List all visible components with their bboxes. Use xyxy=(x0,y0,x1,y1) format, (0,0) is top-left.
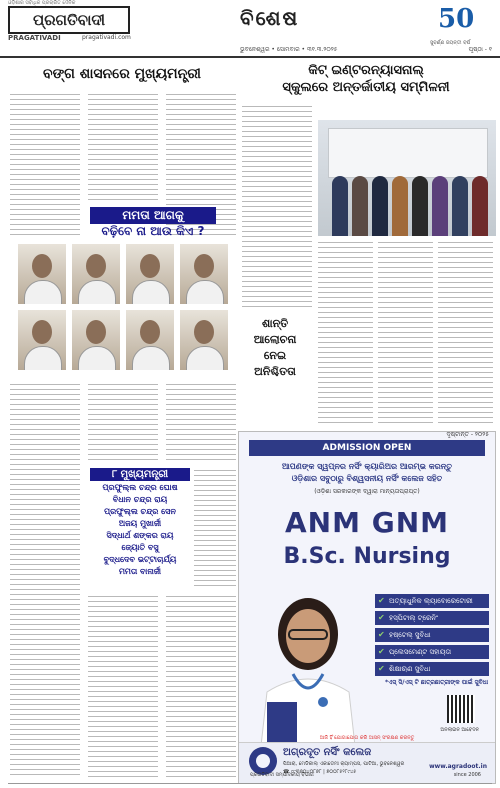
logo-subtitle: PRAGATIVADI xyxy=(8,34,61,42)
pullquote-line: ବଢ଼ିବେ ନା ଆଉ କିଏ ? xyxy=(101,224,205,238)
article-text-column xyxy=(378,240,433,426)
portrait-photo xyxy=(180,310,228,370)
person-figure xyxy=(332,176,348,236)
article-text-column xyxy=(166,594,236,778)
portrait-photo xyxy=(18,244,66,304)
list-item: ସିଦ୍ଧାର୍ଥ ଶଙ୍କର ରାୟ xyxy=(106,531,174,540)
ad-tagline: ଆପଣଙ୍କ ସ୍ୱପ୍ନର ନର୍ସିଂ କ୍ୟାରିଅର ଆରମ୍ଭ କରନ୍ତୁ xyxy=(282,462,452,471)
list-title: ୮ ମୁଖ୍ୟମନ୍ତ୍ରୀ xyxy=(90,468,190,481)
feature-item: ✔ ପ୍ଲେସମେଣ୍ଟ ସହାୟତା xyxy=(375,645,489,659)
feature-item: ✔ ହଷ୍ଟେଲ୍ ସୁବିଧା xyxy=(375,628,489,642)
article-text-column xyxy=(242,104,312,310)
feature-item: ✔ ଅତ୍ୟାଧୁନିକ ଲ୍ୟାବୋରେଟୋରୀ xyxy=(375,594,489,608)
list-item: ଅଜୟ ମୁଖାର୍ଜୀ xyxy=(118,519,162,528)
qr-code-icon[interactable] xyxy=(447,695,475,723)
newspaper-logo[interactable]: ପ୍ରଗତିବାଦୀ xyxy=(8,6,130,34)
admission-banner: ADMISSION OPEN xyxy=(249,440,485,456)
conference-photo xyxy=(318,120,496,236)
stage-banner xyxy=(328,128,488,178)
article-text-column xyxy=(166,382,236,462)
list-item: ମମତା ବାନାର୍ଜୀ xyxy=(118,567,162,576)
anniversary-number: 50 xyxy=(438,4,475,34)
ad-label: ଦୃଷ୍ଟାନ୍ତ - ୨୦୨୫ xyxy=(446,431,489,438)
left-article-headline[interactable]: ବଙ୍ଗ ଶାସନରେ ମୁଖ୍ୟମନ୍ତ୍ରୀ xyxy=(43,66,201,82)
checkmark-icon: ✔ xyxy=(378,664,385,673)
article-text-column xyxy=(10,382,80,778)
nursing-college-advertisement[interactable] xyxy=(238,431,496,784)
person-figure xyxy=(432,176,448,236)
masthead-tagline: ଓଡ଼ିଶାର ସର୍ବାଧିକ ପ୍ରଚାରିତ ଦୈନିକ xyxy=(8,0,76,6)
person-figure xyxy=(452,176,468,236)
feature-item: ✔ ଶିକ୍ଷାଋଣ ସୁବିଧା xyxy=(375,662,489,676)
list-item: ବିଧାନ ଚନ୍ଦ୍ର ରାୟ xyxy=(112,495,168,504)
section-title: ବିଶେଷ xyxy=(240,6,300,30)
checkmark-icon: ✔ xyxy=(378,613,385,622)
list-item: ପ୍ରଫୁଲ୍ଲ ଚନ୍ଦ୍ର ଘୋଷ xyxy=(102,483,178,492)
article-text-column xyxy=(438,240,493,426)
portrait-photo xyxy=(180,244,228,304)
article-text-column xyxy=(194,468,236,588)
person-figure xyxy=(412,176,428,236)
article-text-column xyxy=(318,240,373,426)
person-figure xyxy=(472,176,488,236)
portrait-photo xyxy=(126,310,174,370)
person-figure xyxy=(392,176,408,236)
chief-minister-list xyxy=(90,468,190,588)
bsc-course: B.Sc. Nursing xyxy=(283,544,451,569)
article-text-column xyxy=(88,92,158,204)
college-seal-icon xyxy=(249,747,277,775)
call-to-action: ଆଜି ହିଁ ଯୋଗାଯୋଗ କରି ଆସନ୍ ସଂରକ୍ଷଣ କରନ୍ତୁ xyxy=(319,735,415,741)
chief-minister-portraits xyxy=(18,244,228,376)
pullquote xyxy=(90,207,216,239)
person-figure xyxy=(372,176,388,236)
portrait-photo xyxy=(72,244,120,304)
portrait-photo xyxy=(72,310,120,370)
anniversary-text: ସୁବର୍ଣ୍ଣ ଜୟନ୍ତୀ ବର୍ଷ xyxy=(430,40,471,46)
feature-list xyxy=(375,594,489,687)
side-headline[interactable]: ଶାନ୍ତି ଆଲୋଚନା ନେଇ ଅନିଶ୍ଚିତତା xyxy=(253,317,297,378)
list-item: ଜ୍ୟୋତି ବସୁ xyxy=(121,543,159,552)
ad-tagline: ଓଡ଼ିଶାର ସବୁଠାରୁ ବିଶ୍ୱସନୀୟ ନର୍ସିଂ କଲେଜ ସହିତ xyxy=(291,474,443,483)
checkmark-icon: ✔ xyxy=(378,647,385,656)
page-number: ପୃଷ୍ଠା - ୧ xyxy=(468,46,492,53)
anniversary-emblem xyxy=(430,4,492,50)
dateline xyxy=(240,46,492,55)
right-article-headline[interactable]: କିଟ୍ ଇଣ୍ଟରନ୍ୟାସନାଲ୍ ସ୍କୁଲରେ ଅନ୍ତର୍ଜାତୀୟ ସମ୍ମିଳନୀ xyxy=(282,63,450,95)
footer-note: ପ୍ରଗତିବାଦୀ ସମ୍ପାଦକୀୟ ବିଭାଗ xyxy=(250,772,314,778)
article-text-column xyxy=(88,382,158,462)
feature-item: ✔ ହସ୍ପିଟାଲ୍ ଟ୍ରେନିଂ xyxy=(375,611,489,625)
checkmark-icon: ✔ xyxy=(378,630,385,639)
nurse-illustration xyxy=(247,582,369,746)
apply-online-label: ଅନଲାଇନ ଆବେଦନ xyxy=(440,727,479,733)
list-item: ପ୍ରଫୁଲ୍ଲ ଚନ୍ଦ୍ର ସେନ xyxy=(104,507,176,516)
person-figure xyxy=(352,176,368,236)
pullquote-line: ମମତା ଆଗକୁ xyxy=(90,207,216,224)
college-phone: ☎ ୯୯୩୭୦୪୦୮୭୮ | ୭୦୦୮୫୨୮୯୪୫ xyxy=(283,769,357,775)
website-url[interactable]: pragativadi.com xyxy=(82,34,131,41)
footer-divider xyxy=(8,783,492,784)
list-item: ବୁଦ୍ଧଦେବ ଭଟ୍ଟାଚାର୍ଯ୍ୟ xyxy=(103,555,177,564)
feature-note: *ଏସ୍ ସି/ଏସ୍ ଟି ଛାତ୍ରଛାତ୍ରୀଙ୍କ ପାଇଁ ସୁବିଧା xyxy=(385,679,489,686)
portrait-photo xyxy=(126,244,174,304)
checkmark-icon: ✔ xyxy=(378,596,385,605)
since-year: since 2006 xyxy=(453,772,481,778)
masthead xyxy=(0,0,500,58)
college-address: ପିଆରା, ମେଡିକାଲ୍ ଏକାଡେମୀ କ୍ୟାମ୍ପସ, ପାଟିଆ, ଭୁବନେଶ୍ୱର xyxy=(283,761,405,767)
ad-recognition: (ଓଡ଼ିଶା ସରକାରଙ୍କ ଦ୍ୱାରା ମାନ୍ୟତାପ୍ରାପ୍ତ) xyxy=(314,488,420,495)
article-text-column xyxy=(88,594,158,778)
article-text-column xyxy=(10,92,80,238)
college-name: ଅଗ୍ରଦୂତ ନର୍ସିଂ କଲେଜ xyxy=(283,747,372,758)
date-text: ଭୁବନେଶ୍ୱର • ସୋମବାର • ୩୧.୩.୨୦୨୫ xyxy=(240,46,338,53)
college-website[interactable]: www.agradoot.in xyxy=(429,763,487,770)
course-names: ANM GNM xyxy=(285,506,449,539)
portrait-photo xyxy=(18,310,66,370)
